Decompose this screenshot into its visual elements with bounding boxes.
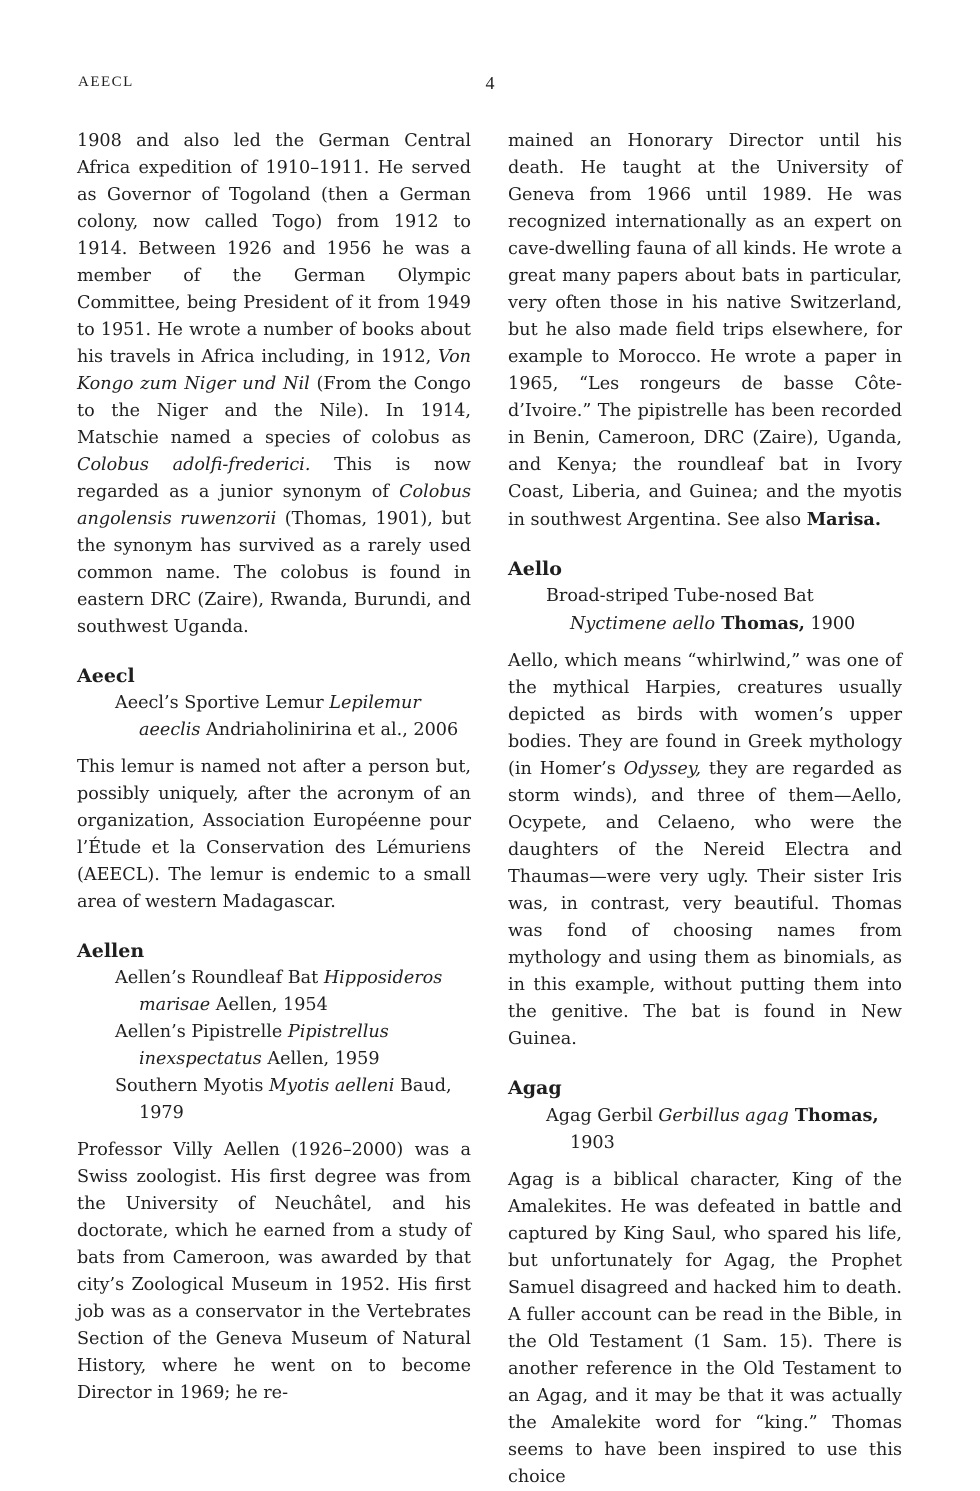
entry-body-aeecl: This lemur is named not after a person but, possibly uniquely, after the acronym of an organization, Association Européenne pour l’Étude et la Conservation des Lémuriens (AEECL). The lemur is endemic to a small area of western Madagascar. xyxy=(77,757,471,912)
scientific-name: Myotis aelleni xyxy=(269,1076,395,1096)
text-run: (Thomas, 1901), but the synonym has survived as a rarely used common name. The colobus is found in eastern DRC (Zaire), Rwanda, Burundi, and southwest Uganda. xyxy=(77,509,471,637)
entry-heading-aeecl: Aeecl xyxy=(77,665,135,687)
matschie-continuation-paragraph xyxy=(77,128,471,641)
text-run: Aello, which means “whirlwind,” was one of the mythical Harpies, creatures usually depicted as birds with women’s upper bodies. They are found in Greek mythology (in Homer’s xyxy=(508,651,902,779)
species-list-aello xyxy=(508,583,902,638)
authority: Thomas, xyxy=(788,1105,879,1126)
species-list-agag xyxy=(508,1102,902,1157)
entry-heading-agag: Agag xyxy=(508,1077,562,1099)
common-name: Aeecl’s Sportive Lemur xyxy=(115,693,330,713)
scientific-name: Pipistrellus inexspectatus xyxy=(139,1022,389,1069)
page-number: 4 xyxy=(485,73,495,93)
authority: Baud, 1979 xyxy=(139,1076,452,1123)
authority: Thomas, xyxy=(715,613,805,634)
scientific-name: Lepilemur aeeclis xyxy=(139,693,421,740)
entry-heading-aello: Aello xyxy=(508,558,562,580)
common-name: Agag Gerbil xyxy=(546,1106,659,1126)
book-title: Odyssey, xyxy=(623,759,701,779)
species-list-aeecl xyxy=(77,690,471,744)
species-line xyxy=(77,1019,471,1073)
scientific-name: Hipposideros marisae xyxy=(139,968,443,1015)
cross-reference: Marisa. xyxy=(806,509,881,530)
left-column xyxy=(77,128,471,1407)
running-head: AEECL xyxy=(78,74,134,90)
year: 1903 xyxy=(570,1133,615,1153)
entry-body-aellen: Professor Villy Aellen (1926–2000) was a Swiss zoologist. His first degree was from the University of Neuchâtel, and his doctorate, which he earned from a study of bats from Cameroon, was awarded by that city’s Zoological Museum in 1952. His first job was as a conservator in the Vertebrates Section of the Geneva Museum of Natural History, where he went on to become Director in 1969; he re- xyxy=(77,1140,471,1403)
species-line xyxy=(77,965,471,1019)
aellen-continuation-paragraph xyxy=(508,128,902,534)
common-name: Aellen’s Roundleaf Bat xyxy=(115,968,324,988)
year: 1900 xyxy=(804,614,856,634)
entry-body-aello xyxy=(508,648,902,1053)
text-run: they are regarded as storm winds), and three of them—Aello, Ocypete, and Celaeno, who were the daughters of the Nereid Electra and Thaumas—were very ugly. Their sister Iris was, in contrast, very beautiful. Thomas was fond of choosing names from mythology and using them as binomials, as in this example, without putting them into the genitive. The bat is found in New Guinea. xyxy=(508,759,902,1049)
scientific-name: Colobus adolfi-frederici. xyxy=(77,455,311,475)
scientific-name: Colobus angolensis ruwenzorii xyxy=(77,482,471,529)
text-run: (From the Congo to the Niger and the Nile). In 1914, Matschie named a species of colobus as xyxy=(77,374,471,448)
entry-body-agag: Agag is a biblical character, King of the Amalekites. He was defeated in battle and captured by King Saul, who spared his life, but unfortunately for Agag, the Prophet Samuel disagreed and hacked him to death. A fuller account can be read in the Bible, in the Old Testament (1 Sam. 15). There is another reference in the Old Testament to an Agag, and it may be that it was actually the Amalekite word for “king.” Thomas seems to have been inspired to use this choice xyxy=(508,1170,902,1487)
species-list-aellen xyxy=(77,965,471,1127)
authority: Aellen, 1954 xyxy=(210,995,328,1015)
common-name: Broad-striped Tube-nosed Bat xyxy=(546,586,814,606)
species-line xyxy=(508,583,902,638)
species-line xyxy=(508,1102,902,1157)
text-run: mained an Honorary Director until his death. He taught at the University of Geneva from 1966 until 1989. He was recognized internationally as an expert on cave-dwelling fauna of all kinds. He wrote a great many papers about bats in particular, very often those in his native Switzerland, but he also made field trips elsewhere, for example to Morocco. He wrote a paper in 1965, “Les rongeurs de basse Côte-d’Ivoire.” The pipistrelle has been recorded in Benin, Cameroon, DRC (Zaire), Uganda, and Kenya; the roundleaf bat in Ivory Coast, Liberia, and Guinea; and the myotis in southwest Argentina. See also xyxy=(508,131,902,530)
common-name: Aellen’s Pipistrelle xyxy=(115,1022,288,1042)
authority: Aellen, 1959 xyxy=(261,1049,380,1069)
common-name: Southern Myotis xyxy=(115,1076,269,1096)
entry-heading-aellen: Aellen xyxy=(77,940,145,962)
right-column xyxy=(508,128,902,1491)
authority: Andriaholinirina et al., 2006 xyxy=(200,720,459,740)
text-run: 1908 and also led the German Central Africa expedition of 1910–1911. He served as Governor of Togoland (then a German colony, now called Togo) from 1912 to 1914. Between 1926 and 1956 he was a member of the German Olympic Committee, being President of it from 1949 to 1951. He wrote a number of books about his travels in Africa including, in 1912, xyxy=(77,131,471,367)
species-line xyxy=(77,1073,471,1127)
scientific-name: Nyctimene aello xyxy=(570,614,716,634)
text-run: This is now regarded as a junior synonym of xyxy=(77,455,471,502)
scientific-name: Gerbillus agag xyxy=(658,1106,789,1126)
species-line xyxy=(77,690,471,744)
book-title: Von Kongo zum Niger und Nil xyxy=(77,347,471,394)
